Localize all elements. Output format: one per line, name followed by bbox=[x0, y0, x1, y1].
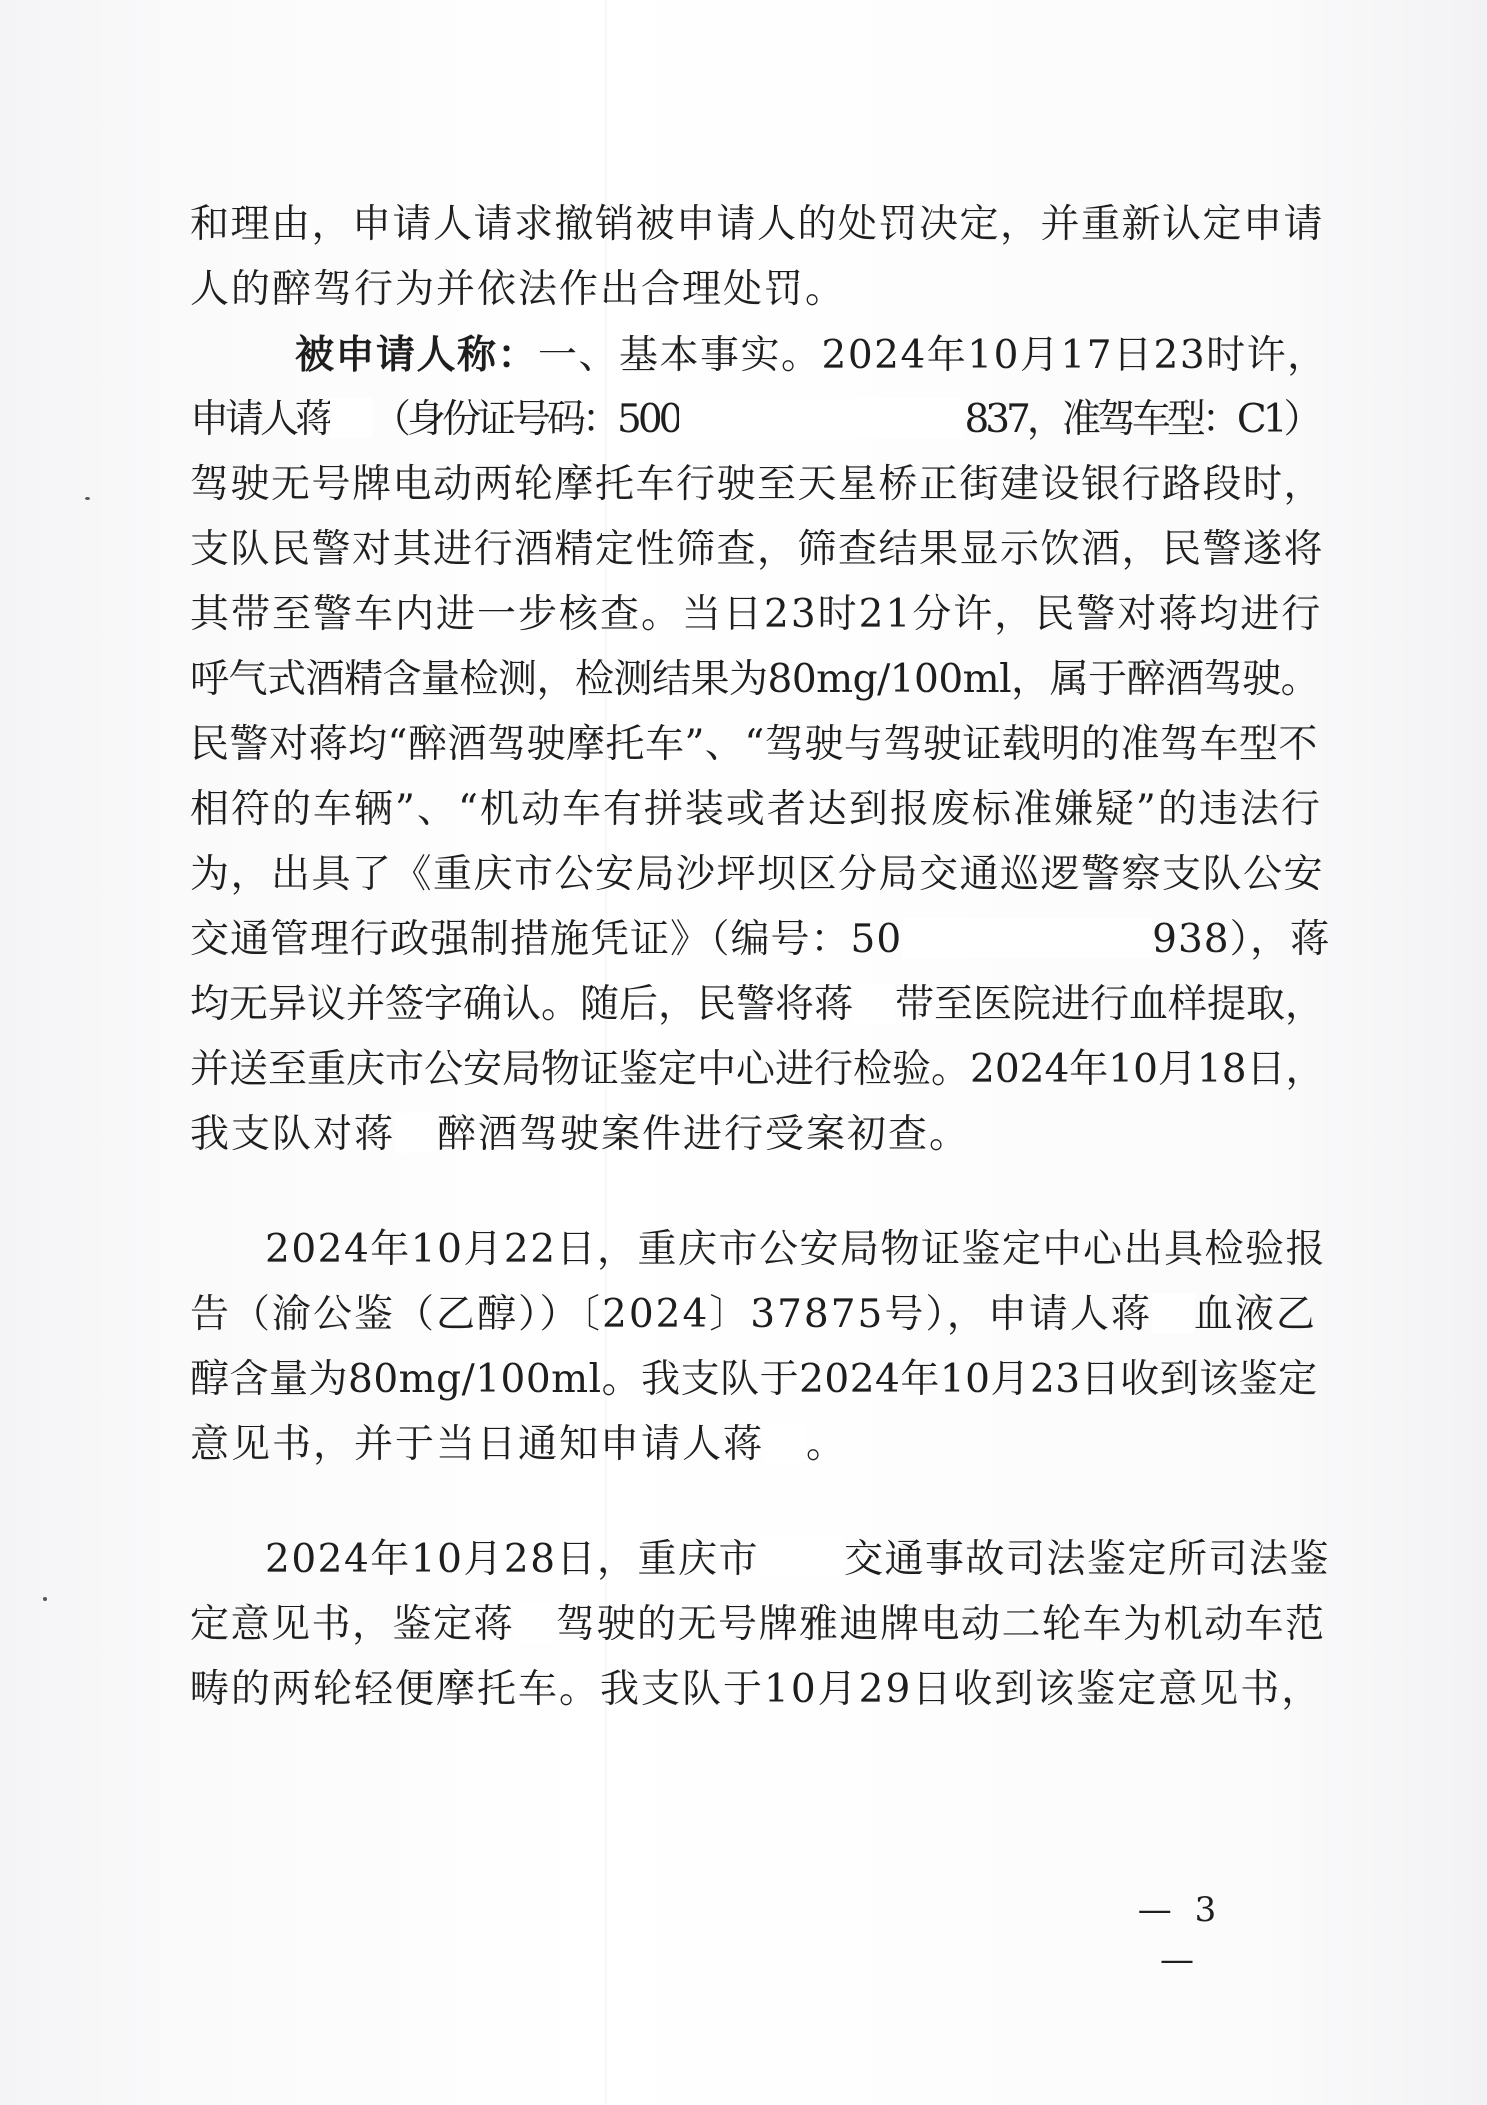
redaction bbox=[679, 398, 964, 438]
respondent-label: 被申请人称： bbox=[295, 332, 539, 378]
text-line: 和理由，申请人请求撤销被申请人的处罚决定，并重新认定申请 bbox=[190, 202, 1325, 247]
text-line: 2024年10月28日，重庆市 交通事故司法鉴定所司法鉴 bbox=[265, 1537, 1331, 1582]
redaction bbox=[902, 918, 1152, 958]
text-line: 支队民警对其进行酒精定性筛查，筛查结果显示饮酒，民警遂将 bbox=[190, 527, 1325, 572]
text-line: 呼气式酒精含量检测，检测结果为80mg/100ml，属于醉酒驾驶。 bbox=[190, 657, 1320, 702]
text-line: 我支队对蒋 醉酒驾驶案件进行受案初查。 bbox=[190, 1112, 971, 1157]
redaction bbox=[759, 1538, 844, 1578]
text-line: 人的醉驾行为并依法作出合理处罚。 bbox=[190, 267, 847, 312]
text-line: 申请人蒋 （身份证号码：500 837，准驾车型：C1） bbox=[190, 397, 1319, 442]
page-number: — 3 — bbox=[1137, 1890, 1223, 1980]
text-line: 意见书，并于当日通知申请人蒋 。 bbox=[190, 1422, 848, 1467]
respondent-statement-heading: 被申请人称：一、基本事实。2024年10月17日23时许， bbox=[295, 332, 1328, 378]
text-line: 其带至警车内进一步核查。当日23时21分许，民警对蒋均进行 bbox=[190, 592, 1323, 637]
scan-speck bbox=[85, 497, 90, 500]
text-line: 为，出具了《重庆市公安局沙坪坝区分局交通巡逻警察支队公安 bbox=[190, 852, 1325, 897]
text-line: 醇含量为80mg/100ml。我支队于2024年10月23日收到该鉴定 bbox=[190, 1357, 1318, 1402]
text-line: 定意见书，鉴定蒋 驾驶的无号牌雅迪牌电动二轮车为机动车范 bbox=[190, 1602, 1326, 1647]
text-line: 2024年10月22日，重庆市公安局物证鉴定中心出具检验报 bbox=[265, 1227, 1327, 1272]
redaction bbox=[1152, 1293, 1194, 1333]
redaction bbox=[514, 1603, 556, 1643]
redaction bbox=[853, 983, 895, 1023]
text-line: 均无异议并签字确认。随后，民警将蒋 带至医院进行血样提取， bbox=[190, 982, 1325, 1027]
text-line: 民警对蒋均“醉酒驾驶摩托车”、“驾驶与驾驶证载明的准驾车型不 bbox=[190, 722, 1318, 767]
redaction bbox=[330, 398, 372, 438]
text-line: 畴的两轮轻便摩托车。我支队于10月29日收到该鉴定意见书， bbox=[190, 1667, 1323, 1712]
redaction bbox=[395, 1113, 437, 1153]
text-line: 驾驶无号牌电动两轮摩托车行驶至天星桥正街建设银行路段时， bbox=[190, 462, 1325, 507]
text-line: 并送至重庆市公安局物证鉴定中心进行检验。2024年10月18日， bbox=[190, 1047, 1325, 1092]
text-line: 告（渝公鉴（乙醇））〔2024〕37875号），申请人蒋 血液乙 bbox=[190, 1292, 1317, 1337]
scan-speck bbox=[43, 1597, 47, 1601]
text-line: 交通管理行政强制措施凭证》（编号：50 938），蒋 bbox=[190, 917, 1331, 962]
text-line: 相符的车辆”、“机动车有拼装或者达到报废标准嫌疑”的违法行 bbox=[190, 787, 1322, 832]
redaction bbox=[764, 1423, 806, 1463]
